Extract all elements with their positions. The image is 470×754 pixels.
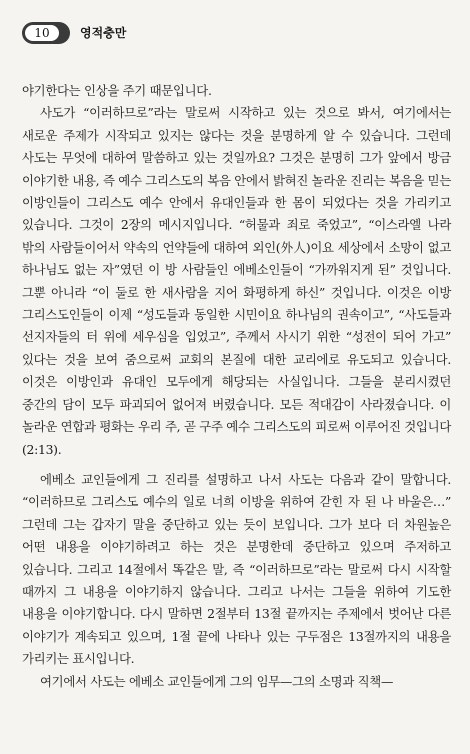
paragraph: 에베소 교인들에게 그 진리를 설명하고 나서 사도는 다음과 같이 말합니다. “이러하므로 그리스도 예수의 일로 너희 이방을 위하여 갇힌 자 된 나 바울은…” 그런데 그는 갑자기 말을 중단하고 있는 듯이 보입니다. 그가 보다 더 차원높은 어떤 내용을 이야기하려고 하는 것은 분명한데 중단하고 있으며 주저하고 있습니다. 그리고 14절에서 똑같은 말, 즉 “이러하므로”라는 말로써 다시 시작할 때까지 그 내용을 이야기하지 않습니다. 그리고 나서는 그들을 위하여 기도한 내용을 이야기합니다. 다시 말하면 2절부터 13절 끝까지는 주제에서 벗어난 다른 이야기가 계속되고 있으며, 1절 끝에 나타나 있는 구두점은 13절까지의 내용을 가리키는 표시입니다. (22, 471, 451, 667)
running-section-title: 영적충만 (80, 26, 127, 40)
page-number-badge (22, 22, 70, 44)
paragraph-continuation: 야기한다는 인상을 주기 때문입니다. (22, 83, 212, 98)
paragraph: 사도가 “이러하므로”라는 말로써 시작하고 있는 것으로 봐서, 여기에서는 새로운 주제가 시작되고 있지는 않다는 것을 분명하게 알 수 있습니다. 그런데 사도는 무엇에 대하여 말씀하고 있는 것일까요? 그것은 분명히 그가 앞에서 방금 이야기한 내용, 즉 예수 그리스도의 복음 안에서 밝혀진 놀라운 진리는 복음을 믿는 이방인들이 그리스도 예수 안에서 유대인들과 한 몸이 되었다는 것을 가리키고 있습니다. 그것이 2장의 메시지입니다. “허물과 죄로 죽었고”, “이스라엘 나라 밖의 사람들이어서 약속의 언약들에 대하여 외인(外人)이요 세상에서 소망이 없고 하나님도 없는 자”였던 이 방 사람들인 에베소인들이 “가까워지게 된” 것입니다. 그뿐 아니라 “이 둘로 한 새사람을 지어 화평하게 하신” 것입니다. 이것은 이방 그리스도인들이 이제 “성도들과 동일한 시민이요 하나님의 권속이고”, “사도들과 선지자들의 터 위에 세우심을 입었고”, 주께서 사시기 위한 “성전이 되어 가고” 있다는 것을 보여 줌으로써 교회의 본질에 대한 교리에로 유도되고 있습니다. 이것은 이방인과 유대인 모두에게 해당되는 사실입니다. 그들을 분리시켰던 중간의 담이 모두 파괴되어 없어져 버렸습니다. 모든 적대감이 사라졌습니다. 이 놀라운 연합과 평화는 우리 주, 곧 구주 예수 그리스도의 피로써 이루어진 것입니다(2:13). (22, 105, 451, 457)
page-header (0, 22, 470, 46)
paragraph: 여기에서 사도는 에베소 교인들에게 그의 임무—그의 소명과 직책— (40, 673, 394, 689)
page-number: 10 (25, 25, 59, 41)
paragraph-gap (22, 461, 451, 469)
body-text (22, 80, 451, 693)
